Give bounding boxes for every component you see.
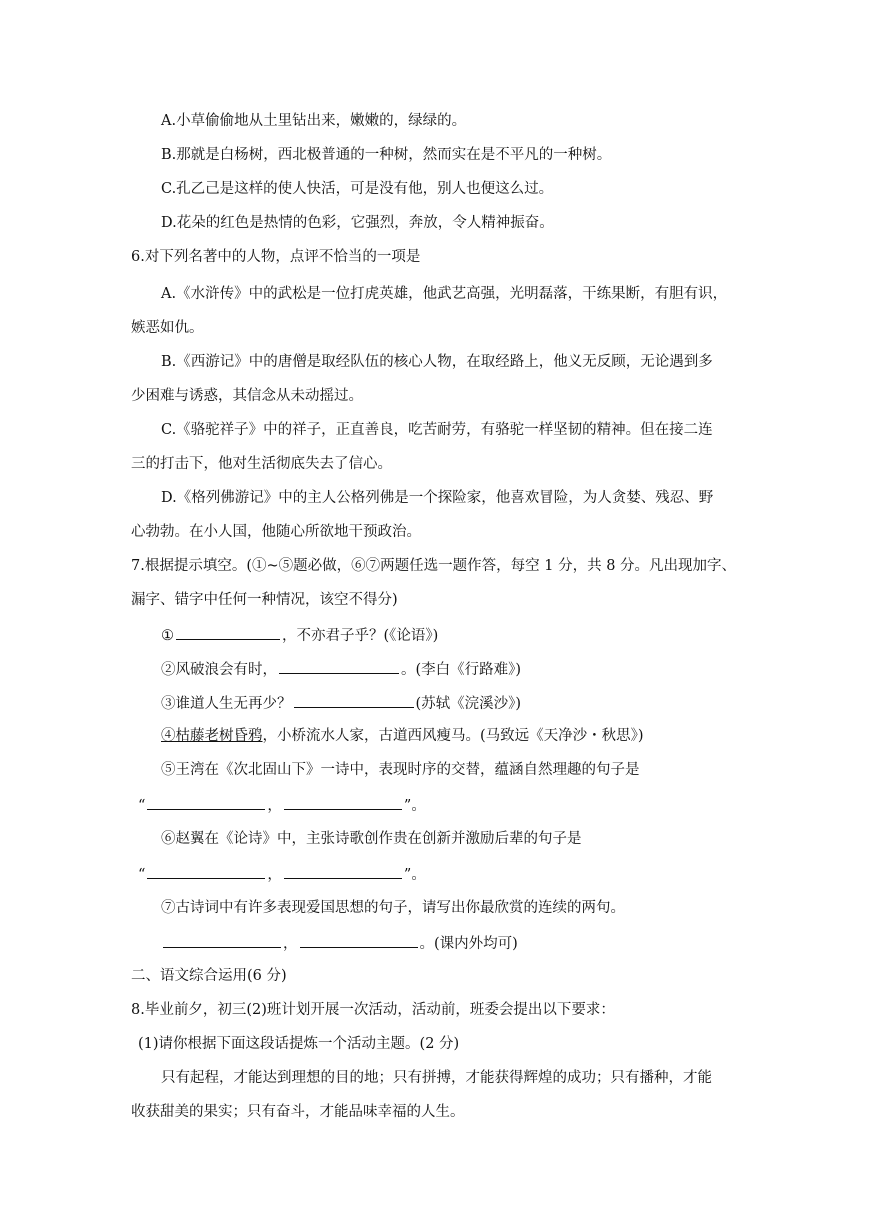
quote-open: “ <box>138 867 146 883</box>
section-2-title: 二、语文综合运用(6 分) <box>131 968 287 984</box>
answer-blank[interactable] <box>294 692 414 708</box>
q7-stem-line1: 7.根据提示填空。(①~⑤题必做，⑥⑦两题任选一题作答，每空 1 分，共 8 分。凡出现加字、 <box>131 558 737 574</box>
quote-close: ”。 <box>403 798 426 814</box>
comma: ， <box>267 867 282 883</box>
q7-item-2 <box>161 658 521 680</box>
q6-option-a-line2: 嫉恶如仇。 <box>131 320 204 336</box>
q7-item-4 <box>161 726 644 746</box>
answer-blank[interactable] <box>163 932 281 948</box>
q7-item-7-answer <box>161 932 518 954</box>
q7-item-3-suffix: (苏轼《浣溪沙》) <box>415 696 522 712</box>
q6-option-d-line2: 心勃勃。在小人国，他随心所欲地干预政治。 <box>131 524 421 540</box>
q6-stem: 6.对下列名著中的人物，点评不恰当的一项是 <box>131 249 421 265</box>
q8-passage-line2: 收获甜美的果实；只有奋斗，才能品味幸福的人生。 <box>131 1104 465 1120</box>
q6-option-d-line1: D.《格列佛游记》中的主人公格列佛是一个探险家，他喜欢冒险，为人贪婪、残忍、野 <box>161 490 714 506</box>
q6-option-a-line1: A.《水浒传》中的武松是一位打虎英雄，他武艺高强，光明磊落，干练果断，有胆有识， <box>161 286 728 302</box>
q7-item-3-prefix: ③谁道人生无再少？ <box>161 696 292 712</box>
q6-option-c-line1: C.《骆驼祥子》中的祥子，正直善良，吃苦耐劳，有骆驼一样坚韧的精神。但在接二连 <box>161 422 713 438</box>
q7-item-1-prefix: ① <box>161 628 174 644</box>
q7-item-6-answer <box>138 863 426 885</box>
q7-item-7-suffix: 。(课内外均可) <box>419 936 518 952</box>
answer-blank[interactable] <box>176 624 280 640</box>
q6-option-b-line1: B.《西游记》中的唐僧是取经队伍的核心人物，在取经路上，他义无反顾，无论遇到多 <box>161 354 713 370</box>
q5-option-c: C.孔乙己是这样的使人快活，可是没有他，别人也便这么过。 <box>161 181 554 197</box>
q6-option-b-line2: 少困难与诱惑，其信念从未动摇过。 <box>131 388 363 404</box>
q5-option-a: A.小草偷偷地从土里钻出来，嫩嫩的，绿绿的。 <box>161 113 467 129</box>
q8-part-1: (1)请你根据下面这段话提炼一个活动主题。(2 分) <box>138 1036 460 1052</box>
comma: ， <box>283 936 298 952</box>
q6-option-c-line2: 三的打击下，他对生活彻底失去了信心。 <box>131 456 392 472</box>
answer-blank[interactable] <box>147 794 265 810</box>
q8-passage-line1: 只有起程，才能达到理想的目的地；只有拼搏，才能获得辉煌的成功；只有播种，才能 <box>161 1070 712 1086</box>
answer-blank[interactable] <box>284 794 402 810</box>
q8-stem: 8.毕业前夕，初三(2)班计划开展一次活动，活动前，班委会提出以下要求： <box>131 1002 615 1018</box>
q5-option-b: B.那就是白杨树，西北极普通的一种树，然而实在是不平凡的一种树。 <box>161 147 612 163</box>
q7-item-4-rest: ，小桥流水人家，古道西风瘦马。(马致远《天净沙・秋思》) <box>262 728 644 744</box>
quote-open: “ <box>138 798 146 814</box>
answer-blank[interactable] <box>279 658 399 674</box>
q7-item-1-suffix: ，不亦君子乎？(《论语》) <box>282 628 439 644</box>
answer-blank[interactable] <box>147 863 265 879</box>
q7-item-2-suffix: 。(李白《行路难》) <box>401 662 522 678</box>
q7-item-7-stem: ⑦古诗词中有许多表现爱国思想的句子，请写出你最欣赏的连续的两句。 <box>161 900 625 916</box>
answer-blank[interactable] <box>284 863 402 879</box>
answer-blank[interactable] <box>300 932 418 948</box>
q7-item-4-underlined: ④枯藤老树昏鸦 <box>161 728 263 744</box>
comma: ， <box>267 798 282 814</box>
q7-item-3 <box>161 692 521 714</box>
q7-item-1 <box>161 624 438 646</box>
q7-item-2-prefix: ②风破浪会有时， <box>161 662 277 678</box>
q7-item-5-answer <box>138 794 426 816</box>
q7-stem-line2: 漏字、错字中任何一种情况，该空不得分) <box>131 592 398 608</box>
q5-option-d: D.花朵的红色是热情的色彩，它强烈，奔放，令人精神振奋。 <box>161 215 554 231</box>
quote-close: ”。 <box>403 867 426 883</box>
q7-item-6-stem: ⑥赵翼在《论诗》中，主张诗歌创作贵在创新并激励后辈的句子是 <box>161 831 582 847</box>
q7-item-5-stem: ⑤王湾在《次北固山下》一诗中，表现时序的交替，蕴涵自然理趣的句子是 <box>161 762 640 778</box>
